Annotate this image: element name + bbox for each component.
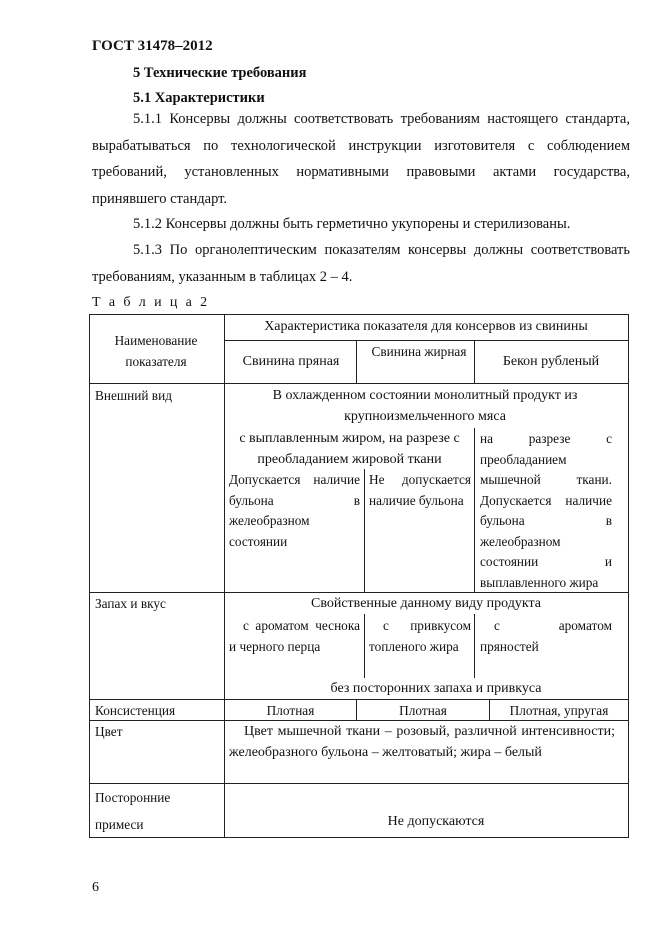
section-title: 5 Технические требования <box>133 65 307 81</box>
texture-col-3: Плотная, упругая <box>509 703 609 718</box>
paragraph-5-1-1: 5.1.1 Консервы должны соответствовать требованиям настоящего стандарта, вырабатываться по технологической инструкции изготовителя с соблюдением требований, установленных нормативными правовыми актами государства, принявшего стандарт. <box>92 111 630 207</box>
color-value: Цвет мышечной ткани – розовый, различной интенсивности; желеобразного бульона – желтоватый; жира – белый <box>229 724 615 760</box>
table-header-col-1: Свинина пряная <box>242 354 340 369</box>
appearance-col-2: Не допускается наличие бульона <box>369 472 471 508</box>
row-label-smell: Запах и вкус <box>95 596 166 611</box>
document-header: ГОСТ 31478–2012 <box>92 38 213 54</box>
texture-col-2: Плотная <box>399 703 447 718</box>
row-label-color: Цвет <box>95 724 123 739</box>
appearance-common: В охлажденном состоянии монолитный продукт из крупноизмельченного мяса <box>272 388 578 424</box>
row-label-impurities: Посторонние примеси <box>95 790 171 832</box>
appearance-col-3: на разрезе с преобладанием мышечной ткани. Допускается наличие бульона в желеобразном состоянии и выплавленного жира <box>480 431 612 590</box>
table-header-col-2: Свинина жирная <box>371 344 467 359</box>
smell-col-3: с ароматом пряностей <box>480 618 612 654</box>
row-label-texture: Консистенция <box>95 703 176 718</box>
subsection-title: 5.1 Характеристики <box>133 90 265 106</box>
impurities-value: Не допускаются <box>387 814 485 829</box>
table-header-group: Характеристика показателя для консервов из свинины <box>264 319 588 334</box>
smell-col-2: с привкусом топленого жира <box>369 618 471 654</box>
appearance-cols-1-2: с выплавленным жиром, на разрезе с преобладанием жировой ткани <box>239 431 460 467</box>
row-label-appearance: Внешний вид <box>95 388 172 403</box>
page-number: 6 <box>92 880 99 895</box>
table-header-col-3: Бекон рубленый <box>502 354 600 369</box>
texture-col-1: Плотная <box>266 703 315 718</box>
smell-common: Свойственные данному виду продукта <box>311 596 541 611</box>
paragraph-5-1-2: 5.1.2 Консервы должны быть герметично укупорены и стерилизованы. <box>133 216 571 232</box>
smell-col-1: с ароматом чеснока и черного перца <box>229 618 360 654</box>
table-caption: Т а б л и ц а 2 <box>92 295 210 310</box>
appearance-col-1: Допускается наличие бульона в желеобразном состоянии <box>229 472 360 549</box>
smell-footer: без посторонних запаха и привкуса <box>330 681 542 696</box>
table-header-name: Наименование показателя <box>114 333 198 369</box>
paragraph-5-1-3: 5.1.3 По органолептическим показателям консервы должны соответствовать требованиям, указанным в таблицах 2 – 4. <box>92 242 630 285</box>
